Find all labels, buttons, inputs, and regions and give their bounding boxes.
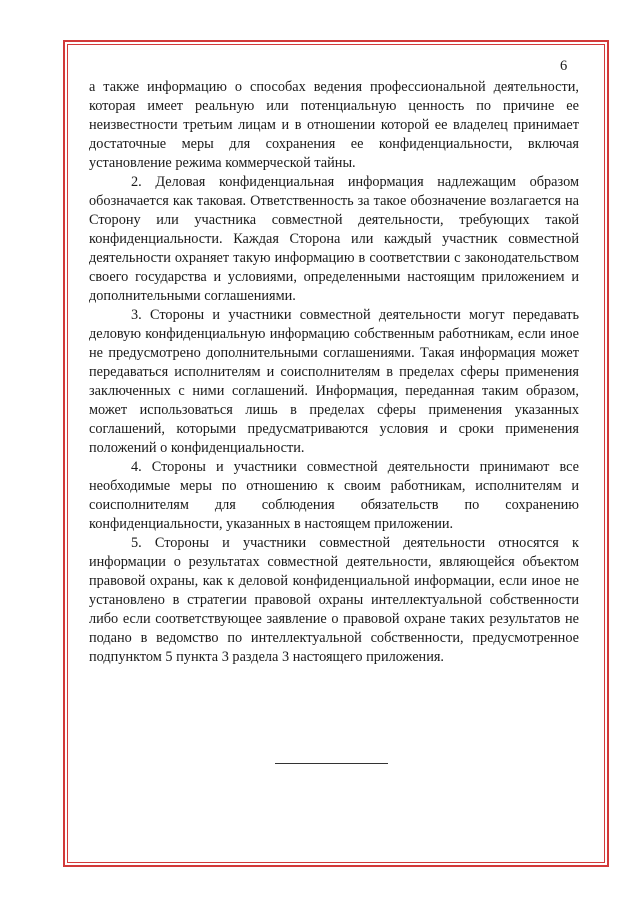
paragraph-continuation: а также информацию о способах ведения профессиональной деятельности, которая имеет реальную или потенциальную ценность по причине ее неизвестности третьим лицам и в отношении которой ее владелец принимает достаточные меры для сохранения ее конфиденциальности, включая установление режима коммерческой тайны. [89,79,579,171]
paragraph-4: 4. Стороны и участники совместной деятельности принимают все необходимые меры по отношению к своим работникам, исполнителям и соисполнителям для соблюдения обязательств по сохранению конфиденциальности, указанных в настоящем приложении. [89,459,579,532]
paragraph-5: 5. Стороны и участники совместной деятельности относятся к информации о результатах совместной деятельности, являющейся объектом правовой охраны, как к деловой конфиденциальной информации, если иное не установлено в стратегии правовой охраны интеллектуальной собственности либо если соответствующее заявление о правовой охране таких результатов не подано в ведомство по интеллектуальной собственности, предусмотренное подпунктом 5 пункта 3 раздела 3 настоящего приложения. [89,535,579,665]
document-body [89,78,579,667]
paragraph-3: 3. Стороны и участники совместной деятельности могут передавать деловую конфиденциальную информацию собственным работникам, если иное не предусмотрено дополнительными соглашениями. Такая информация может передаваться исполнителям и соисполнителям в пределах сферы применения заключенных с ними соглашений. Информация, переданная таким образом, может использоваться лишь в пределах сферы применения указанных соглашений, которыми предусматриваются условия и сроки применения положений о конфиденциальности. [89,307,579,456]
paragraph-2: 2. Деловая конфиденциальная информация надлежащим образом обозначается как таковая. Ответственность за такое обозначение возлагается на Сторону или участника совместной деятельности, требующих такой конфиденциальности. Каждая Сторона или каждый участник совместной деятельности охраняет такую информацию в соответствии с законодательством своего государства и условиями, определенными настоящим приложением и дополнительными соглашениями. [89,174,579,304]
page-number: 6 [560,58,568,74]
end-separator-line [275,763,388,764]
